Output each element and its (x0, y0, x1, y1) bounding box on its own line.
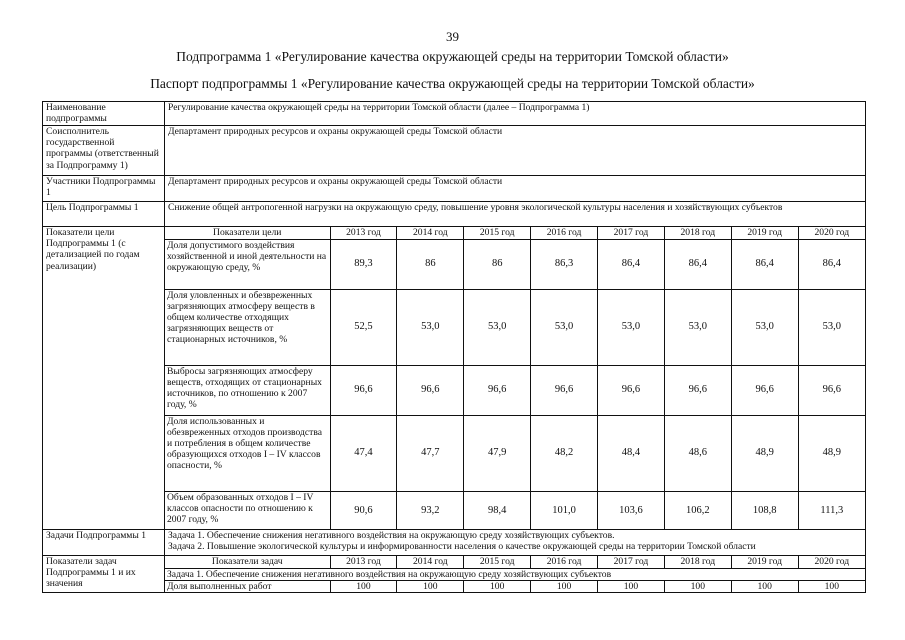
indicator-value: 100 (664, 580, 731, 592)
indicator-header: Показатели задач (165, 556, 330, 568)
indicator-value: 48,2 (531, 415, 598, 491)
year-header: 2017 год (598, 556, 665, 568)
indicator-value: 53,0 (464, 289, 531, 365)
subprogram-title: Подпрограмма 1 «Регулирование качества окружающей среды на территории Томской области» (176, 49, 729, 64)
row-name (43, 102, 866, 126)
year-header: 2016 год (531, 556, 598, 568)
year-header: 2020 год (798, 227, 865, 239)
indicator-value: 53,0 (598, 289, 665, 365)
indicator-row (165, 239, 865, 289)
indicator-value: 86 (464, 239, 531, 289)
indicator-value: 100 (798, 580, 865, 592)
indicator-value: 90,6 (330, 491, 397, 529)
goal-indicators-table (165, 227, 865, 529)
row-value: Снижение общей антропогенной нагрузки на окружающую среду, повышение уровня экологической культуры населения и хозяйствующих субъектов (165, 202, 866, 227)
indicator-value: 96,6 (464, 365, 531, 415)
indicator-header: Показатели цели (165, 227, 330, 239)
row-value (165, 530, 866, 556)
indicator-value: 86,4 (798, 239, 865, 289)
row-value: Департамент природных ресурсов и охраны окружающей среды Томской области (165, 176, 866, 202)
indicator-value: 48,4 (598, 415, 665, 491)
indicator-value: 53,0 (731, 289, 798, 365)
row-value: Регулирование качества окружающей среды на территории Томской области (далее – Подпрограмма 1) (165, 102, 866, 126)
task-item: Задача 1. Обеспечение снижения негативного воздействия на окружающую среду хозяйствующих субъектов. (168, 530, 615, 541)
task-indicators-table (165, 556, 865, 592)
row-goal (43, 202, 866, 227)
indicator-value: 96,6 (731, 365, 798, 415)
indicator-name: Объем образованных отходов I – IV классов опасности по отношению к 2007 году, % (165, 491, 330, 529)
year-header: 2019 год (731, 227, 798, 239)
passport-title: Паспорт подпрограммы 1 «Регулирование качества окружающей среды на территории Томской области» (150, 76, 755, 91)
goal-indicators-header (165, 227, 865, 239)
task-line-row (165, 568, 865, 580)
year-header: 2019 год (731, 556, 798, 568)
indicator-name: Доля уловленных и обезвреженных загрязняющих атмосферу веществ в общем количестве отходящих загрязняющих веществ от стационарных источников, % (165, 289, 330, 365)
task-item: Задача 2. Повышение экологической культуры и информированности населения о качестве окружающей среды на территории Томской области (168, 541, 756, 553)
row-value: Департамент природных ресурсов и охраны окружающей среды Томской области (165, 126, 866, 176)
task-indicator-row (165, 580, 865, 592)
year-header: 2014 год (397, 556, 464, 568)
indicator-row (165, 289, 865, 365)
indicator-name: Выбросы загрязняющих атмосферу веществ, отходящих от стационарных источников, по отношению к 2007 году, % (165, 365, 330, 415)
indicator-name: Доля выполненных работ (165, 580, 330, 592)
task-line: Задача 1. Обеспечение снижения негативного воздействия на окружающую среду хозяйствующих субъектов (165, 568, 865, 580)
indicator-name: Доля допустимого воздействия хозяйственной и иной деятельности на окружающую среду, % (165, 239, 330, 289)
goal-indicators-cell (165, 227, 866, 530)
passport-table (42, 101, 866, 593)
indicator-value: 96,6 (664, 365, 731, 415)
row-label: Показатели цели Подпрограммы 1 (с детализацией по годам реализации) (43, 227, 165, 530)
task-indicators-header (165, 556, 865, 568)
row-label: Цель Подпрограммы 1 (43, 202, 165, 227)
row-label: Наименование подпрограммы (43, 102, 165, 126)
indicator-value: 48,6 (664, 415, 731, 491)
indicator-value: 53,0 (664, 289, 731, 365)
indicator-value: 86 (397, 239, 464, 289)
indicator-value: 103,6 (598, 491, 665, 529)
year-header: 2017 год (598, 227, 665, 239)
indicator-value: 96,6 (397, 365, 464, 415)
indicator-value: 106,2 (664, 491, 731, 529)
indicator-row (165, 365, 865, 415)
indicator-value: 100 (464, 580, 531, 592)
row-label: Участники Подпрограммы 1 (43, 176, 165, 202)
indicator-value: 52,5 (330, 289, 397, 365)
indicator-value: 96,6 (531, 365, 598, 415)
indicator-value: 93,2 (397, 491, 464, 529)
row-tasks (43, 530, 866, 556)
indicator-row (165, 415, 865, 491)
indicator-value: 53,0 (397, 289, 464, 365)
year-header: 2018 год (664, 227, 731, 239)
indicator-value: 86,4 (664, 239, 731, 289)
indicator-value: 100 (330, 580, 397, 592)
indicator-value: 47,9 (464, 415, 531, 491)
indicator-value: 47,7 (397, 415, 464, 491)
row-goal-indicators (43, 227, 866, 530)
indicator-value: 48,9 (798, 415, 865, 491)
indicator-value: 53,0 (798, 289, 865, 365)
indicator-value: 48,9 (731, 415, 798, 491)
row-label: Соисполнитель государственной программы (ответственный за Подпрограмму 1) (43, 126, 165, 176)
year-header: 2014 год (397, 227, 464, 239)
indicator-value: 96,6 (598, 365, 665, 415)
indicator-value: 100 (598, 580, 665, 592)
indicator-value: 111,3 (798, 491, 865, 529)
indicator-value: 100 (731, 580, 798, 592)
indicator-value: 89,3 (330, 239, 397, 289)
task-indicators-cell (165, 556, 866, 593)
indicator-value: 98,4 (464, 491, 531, 529)
indicator-value: 53,0 (531, 289, 598, 365)
indicator-value: 86,3 (531, 239, 598, 289)
year-header: 2020 год (798, 556, 865, 568)
row-label: Задачи Подпрограммы 1 (43, 530, 165, 556)
page-number: 39 (446, 29, 459, 44)
row-task-indicators (43, 556, 866, 593)
indicator-value: 96,6 (798, 365, 865, 415)
indicator-name: Доля использованных и обезвреженных отходов производства и потребления в общем количестве образующихся отходов I – IV классов опасности, % (165, 415, 330, 491)
row-participants (43, 176, 866, 202)
year-header: 2015 год (464, 227, 531, 239)
indicator-value: 101,0 (531, 491, 598, 529)
row-coexecutor (43, 126, 866, 176)
year-header: 2013 год (330, 556, 397, 568)
year-header: 2013 год (330, 227, 397, 239)
indicator-value: 100 (531, 580, 598, 592)
indicator-value: 47,4 (330, 415, 397, 491)
indicator-value: 108,8 (731, 491, 798, 529)
indicator-row (165, 491, 865, 529)
indicator-value: 100 (397, 580, 464, 592)
year-header: 2018 год (664, 556, 731, 568)
indicator-value: 96,6 (330, 365, 397, 415)
indicator-value: 86,4 (731, 239, 798, 289)
year-header: 2015 год (464, 556, 531, 568)
year-header: 2016 год (531, 227, 598, 239)
indicator-value: 86,4 (598, 239, 665, 289)
row-label: Показатели задач Подпрограммы 1 и их значения (43, 556, 165, 593)
